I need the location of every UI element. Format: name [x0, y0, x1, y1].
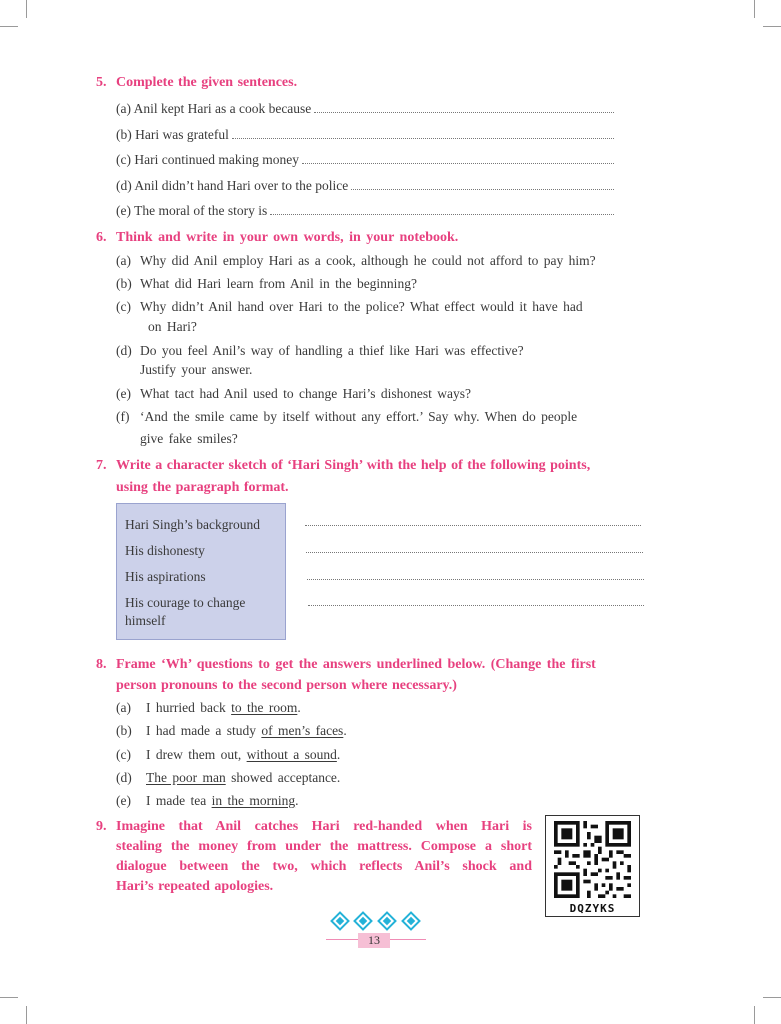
q5-item-d: (d) Anil didn’t hand Hari over to the police	[116, 176, 614, 194]
answer-blank[interactable]	[314, 112, 614, 113]
page-number: 13	[358, 933, 390, 948]
q6-item-d-cont: Justify your answer.	[140, 362, 253, 377]
crop-mark	[26, 1006, 27, 1024]
answer-blank[interactable]	[270, 214, 614, 215]
q9-line4: Hari’s repeated apologies.	[116, 879, 274, 894]
point-background: Hari Singh’s background	[125, 517, 260, 532]
q5-item-c: (c) Hari continued making money	[116, 150, 614, 168]
qr-code-icon	[554, 821, 631, 898]
character-points-box	[116, 503, 286, 640]
answer-blank[interactable]	[232, 138, 614, 139]
q8-item-b: (b) I had made a study of men’s faces.	[116, 723, 347, 738]
q5-item-b: (b) Hari was grateful	[116, 125, 614, 143]
answer-line[interactable]	[306, 552, 643, 553]
q6-item-e: (e) What tact had Anil used to change Hari’s dishonest ways?	[116, 386, 472, 401]
q8-item-c: (c) I drew them out, without a sound.	[116, 747, 341, 762]
q5-item-a: (a) Anil kept Hari as a cook because	[116, 99, 614, 117]
q6-item-d: (d) Do you feel Anil’s way of handling a thief like Hari was effective?	[116, 343, 524, 358]
q6-item-b: (b) What did Hari learn from Anil in the beginning?	[116, 276, 417, 291]
q8-heading: 8. Frame ‘Wh’ questions to get the answers underlined below. (Change the first	[96, 657, 596, 672]
q6-item-a: (a) Why did Anil employ Hari as a cook, although he could not afford to pay him?	[116, 253, 596, 268]
point-dishonesty: His dishonesty	[125, 543, 205, 558]
qr-code[interactable]	[545, 815, 640, 917]
q8-item-a: (a) I hurried back to the room.	[116, 700, 301, 715]
point-courage-cont: himself	[125, 613, 166, 628]
answer-blank[interactable]	[351, 189, 614, 190]
underlined-answer: to the room	[231, 700, 298, 715]
q7-heading: 7. Write a character sketch of ‘Hari Singh’ with the help of the following points,	[96, 458, 591, 473]
diamond-icon	[353, 911, 373, 931]
q5-item-e: (e) The moral of the story is	[116, 201, 614, 219]
point-courage: His courage to change	[125, 595, 246, 610]
q6-item-c: (c) Why didn’t Anil hand over Hari to the police? What effect would it have had	[116, 299, 583, 314]
diamond-icon	[330, 911, 350, 931]
point-aspirations: His aspirations	[125, 569, 206, 584]
crop-mark	[763, 997, 781, 998]
crop-mark	[0, 997, 18, 998]
q8-item-e: (e) I made tea in the morning.	[116, 793, 299, 808]
diamond-icon	[401, 911, 421, 931]
q7-heading-cont: using the paragraph format.	[116, 480, 289, 495]
q6-item-f-cont: give fake smiles?	[140, 431, 238, 446]
q8-item-d: (d) The poor man showed acceptance.	[116, 770, 341, 785]
diamond-icon	[377, 911, 397, 931]
underlined-answer: of men’s faces	[261, 723, 344, 738]
underlined-answer: in the morning	[211, 793, 296, 808]
q6-item-f: (f) ‘And the smile came by itself without any effort.’ Say why. When do people	[116, 409, 578, 424]
q6-heading: 6. Think and write in your own words, in your notebook.	[96, 230, 459, 245]
crop-mark	[26, 0, 27, 18]
q6-item-c-cont: on Hari?	[148, 319, 197, 334]
qr-code-label: DQZYKS	[569, 902, 616, 915]
answer-line[interactable]	[307, 579, 644, 580]
q8-heading-cont: person pronouns to the second person where necessary.)	[116, 678, 457, 693]
q9-line2: stealing the money from under the mattress. Compose a short	[116, 839, 532, 854]
answer-blank[interactable]	[302, 163, 614, 164]
answer-line[interactable]	[308, 605, 644, 606]
underlined-answer: The poor man	[146, 770, 226, 785]
answer-line[interactable]	[305, 525, 641, 526]
crop-mark	[754, 1006, 755, 1024]
q9-line3: dialogue between the two, which reflects Anil’s shock and	[116, 859, 532, 874]
crop-mark	[763, 26, 781, 27]
underlined-answer: without a sound	[246, 747, 337, 762]
q5-heading: 5. Complete the given sentences.	[96, 75, 298, 90]
crop-mark	[754, 0, 755, 18]
q9-heading: 9. Imagine that Anil catches Hari red-handed when Hari is	[96, 819, 532, 834]
crop-mark	[0, 26, 18, 27]
